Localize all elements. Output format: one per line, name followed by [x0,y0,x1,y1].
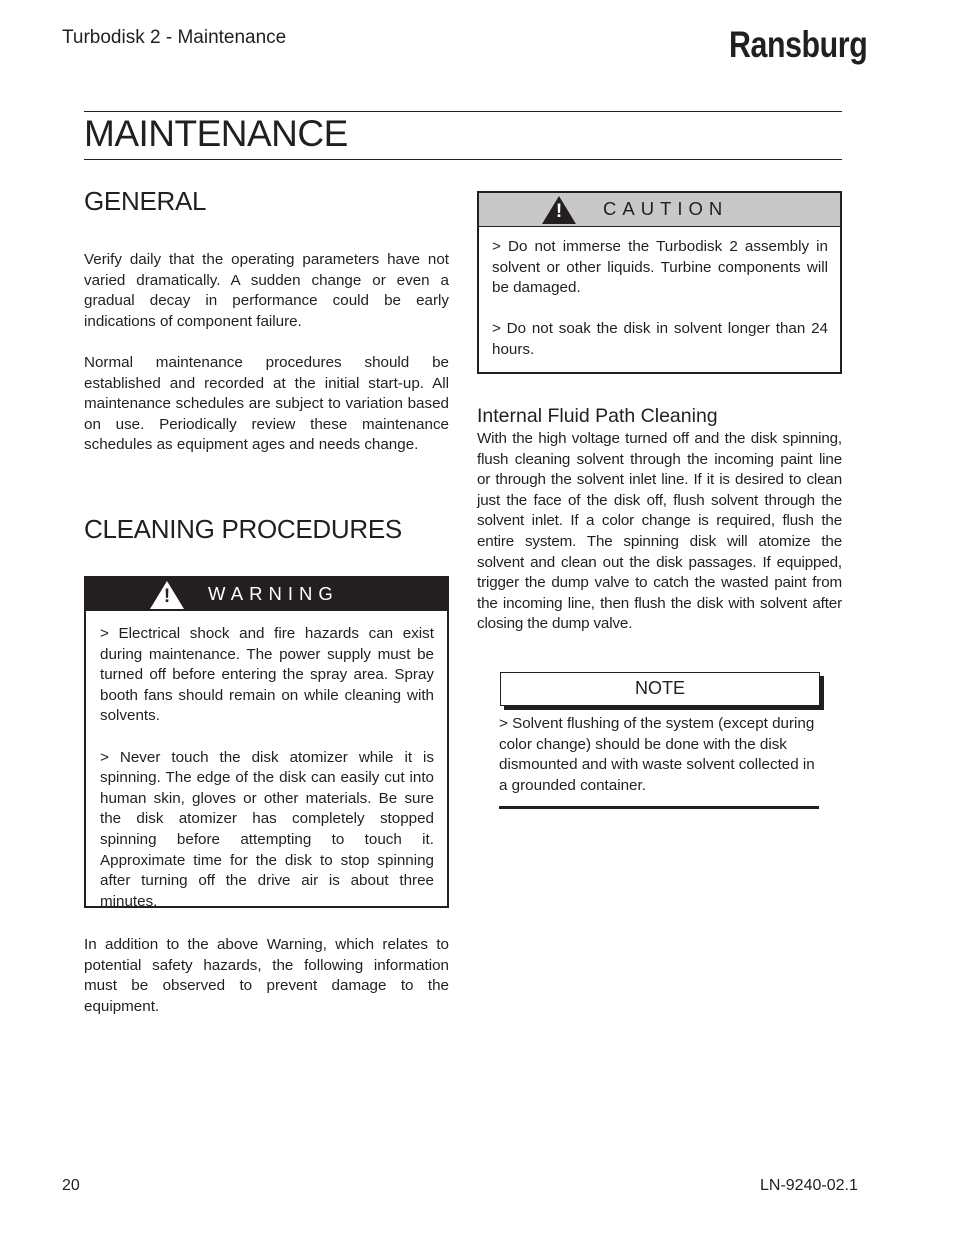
cleaning-procedures-heading: CLEANING PROCEDURES [84,514,402,544]
warning-item: > Never touch the disk atomizer while it is spinning. The edge of the disk can easily cut into human skin, gloves or other materials. Be sure the disk atomizer has completely stopped spinning before attempting to touch it. Approximate time for the disk to stop spinning after turning off the drive air is about three minutes. [100,748,434,910]
note-bottom-rule [499,806,819,809]
warning-label: WARNING [208,583,339,604]
fluid-path-paragraph: With the high voltage turned off and the disk spinning, flush cleaning solvent through the incoming paint line or through the solvent inlet line. If it is desired to clean just the face of the disk off, flush solvent through the solvent inlet. If a color change is required, flush the entire system. The spinning disk will atomize the solvent and clean out the disk passages. If equipped, trigger the dump valve to catch the wasted paint from the incoming line, then flush the disk with solvent after closing the dump valve. [477,430,842,633]
caution-body [492,237,828,361]
caution-header [479,193,840,227]
warning-body [100,624,434,912]
exclamation-icon: ! [555,201,563,222]
warning-item: > Electrical shock and fire hazards can exist during maintenance. The power supply must be turned off before entering the spray area. Spray booth fans should remain on while cleaning with solvents. [100,625,434,725]
note-label: NOTE [634,678,685,698]
note-body: > Solvent flushing of the system (except during color change) should be done with the disk dismounted and with waste solvent collected in a grounded container. [499,715,815,794]
after-warning-paragraph: In addition to the above Warning, which relates to potential safety hazards, the following information must be observed to prevent damage to the equipment. [84,936,449,1015]
general-heading: GENERAL [84,186,207,216]
page-title: MAINTENANCE [84,113,348,154]
note-label-box [500,672,820,706]
page-number: 20 [62,1177,80,1194]
general-paragraph-2: Normal maintenance procedures should be established and recorded at the initial start-up. All maintenance schedules are subject to variation based on use. Periodically review these maintenance schedules as equipment ages and needs change. [84,354,449,454]
general-paragraph-1: Verify daily that the operating parameters have not varied dramatically. A sudden change or even a gradual decay in performance could be early indications of component failure. [84,251,449,330]
caution-item: > Do not immerse the Turbodisk 2 assembly in solvent or other liquids. Turbine components will be damaged. [492,238,828,297]
ransburg-logo: Ransburg [729,24,868,65]
exclamation-icon: ! [163,586,171,607]
title-bottom-rule [84,159,842,160]
warning-box [84,576,449,908]
document-number: LN-9240-02.1 [760,1177,858,1194]
title-top-rule [84,111,842,112]
caution-box [477,191,842,374]
caution-label: CAUTION [603,198,729,219]
warning-header [86,578,447,611]
caution-item: > Do not soak the disk in solvent longer than 24 hours. [492,320,828,358]
fluid-path-heading: Internal Fluid Path Cleaning [477,405,718,427]
running-header-title: Turbodisk 2 - Maintenance [62,27,287,48]
